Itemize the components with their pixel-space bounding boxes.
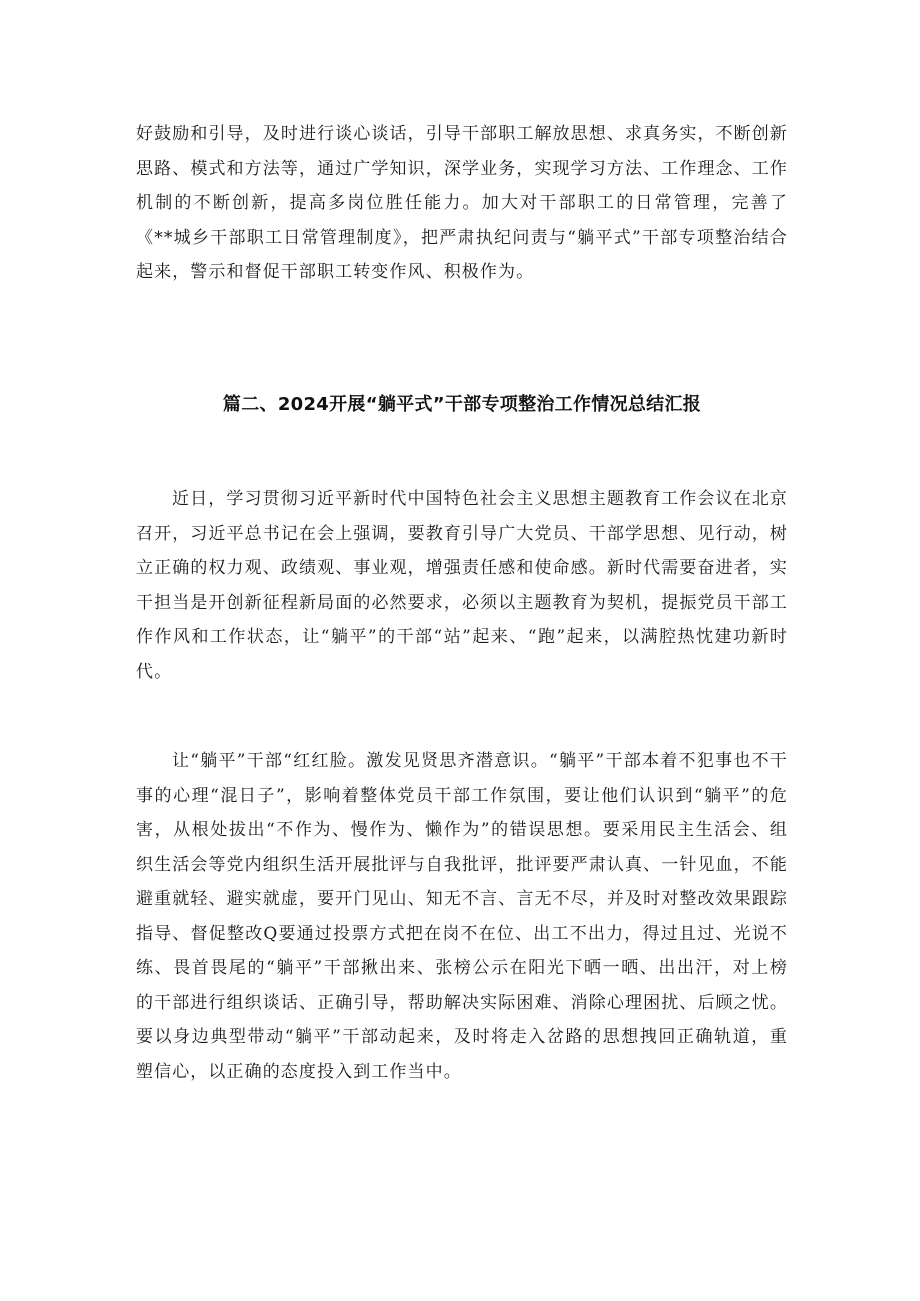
body-paragraph-tangping: 让“躺平”干部“红红脸。激发见贤思齐潜意识。“躺平”干部本着不犯事也不干事的心理“混日子”，影响着整体党员干部工作氛围，要让他们认识到“躺平”的危害，从根处拔出“不作为、慢作为、懒作为”的错误思想。要采用民主生活会、组织生活会等党内组织生活开展批评与自我批评，批评要严肃认真、一针见血，不能避重就轻、避实就虚，要开门见山、知无不言、言无不尽，并及时对整改效果跟踪指导、督促整改Q要通过投票方式把在岗不在位、出工不出力，得过且过、光说不练、畏首畏尾的“躺平”干部揪出来、张榜公示在阳光下晒一晒、出出汗，对上榜的干部进行组织谈话、正确引导，帮助解决实际困难、消除心理困扰、后顾之忧。要以身边典型带动“躺平”干部动起来，及时将走入岔路的思想拽回正确轨道，重塑信心，以正确的态度投入到工作当中。 <box>136 751 788 1082</box>
body-paragraph-intro: 近日，学习贯彻习近平新时代中国特色社会主义思想主题教育工作会议在北京召开，习近平总书记在会上强调，要教育引导广大党员、干部学思想、见行动，树立正确的权力观、政绩观、事业观，增强责任感和使命感。新时代需要奋进者，实干担当是开创新征程新局面的必然要求，必须以主题教育为契机，提振党员干部工作作风和工作状态，让“躺平”的干部“站”起来、“跑”起来，以满腔热忱建功新时代。 <box>136 489 788 682</box>
continued-paragraph: 好鼓励和引导，及时进行谈心谈话，引导干部职工解放思想、求真务实，不断创新思路、模式和方法等，通过广学知识，深学业务，实现学习方法、工作理念、工作机制的不断创新，提高多岗位胜任能力。加大对干部职工的日常管理，完善了《**城乡干部职工日常管理制度》，把严肃执纪问责与“躺平式”干部专项整治结合起来，警示和督促干部职工转变作风、积极作为。 <box>136 124 788 282</box>
section-heading: 篇二、2024开展“躺平式”干部专项整治工作情况总结汇报 <box>222 394 702 415</box>
